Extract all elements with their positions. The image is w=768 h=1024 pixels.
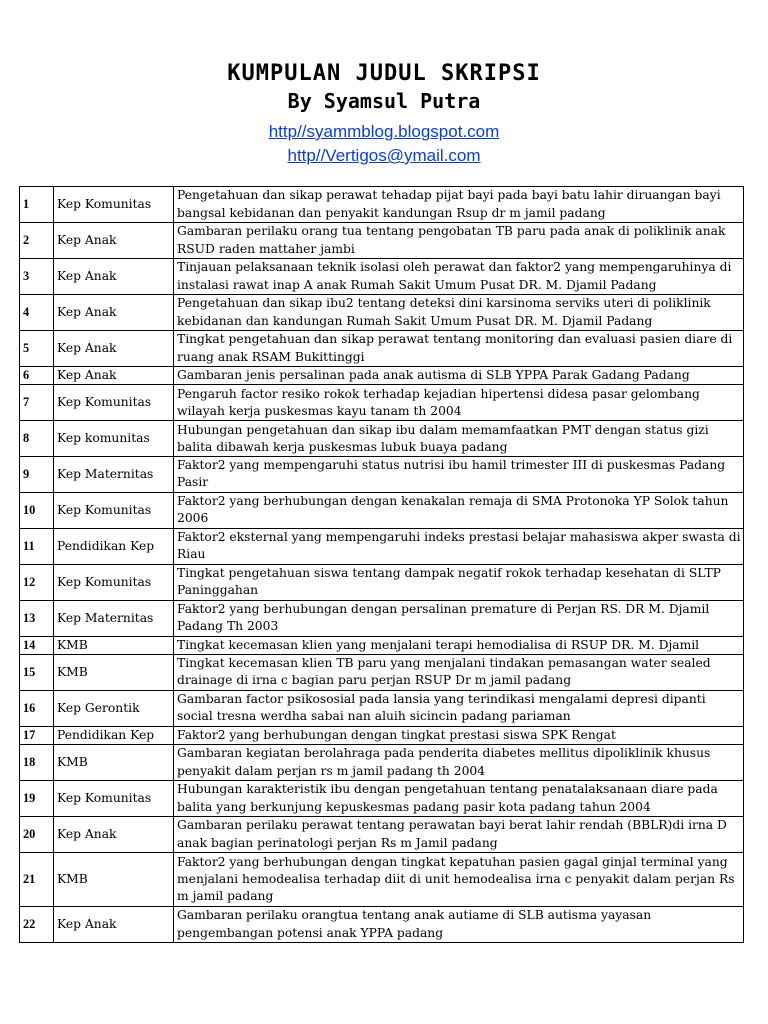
row-category: Kep Komunitas: [54, 385, 174, 421]
row-category: Kep Komunitas: [54, 564, 174, 600]
row-category: Kep komunitas: [54, 421, 174, 457]
row-number: 6: [20, 367, 54, 385]
table-row: [20, 421, 744, 457]
row-category: Kep Gerontik: [54, 690, 174, 726]
row-number: 18: [20, 745, 54, 781]
row-thesis-title: Hubungan karakteristik ibu dengan pengetahuan tentang penatalaksanaan diare pada balita yang berkunjung kepuskesmas padang pasir kota padang tahun 2004: [174, 781, 744, 817]
row-number: 22: [20, 907, 54, 943]
row-category: Kep Komunitas: [54, 492, 174, 528]
row-number: 19: [20, 781, 54, 817]
row-category: Kep Anak: [54, 295, 174, 331]
row-number: 3: [20, 259, 54, 295]
table-row: [20, 223, 744, 259]
row-thesis-title: Gambaran perilaku perawat tentang perawatan bayi berat lahir rendah (BBLR)di irna D anak bagian perinatologi perjan Rs m Jamil padang: [174, 817, 744, 853]
row-number: 2: [20, 223, 54, 259]
table-row: [20, 492, 744, 528]
row-thesis-title: Pengetahuan dan sikap perawat tehadap pijat bayi pada bayi batu lahir diruangan bayi bangsal kebidanan dan penyakit kandungan Rsup dr m jamil padang: [174, 187, 744, 223]
author-line: By Syamsul Putra: [287, 89, 481, 113]
row-number: 5: [20, 331, 54, 367]
row-thesis-title: Tingkat pengetahuan siswa tentang dampak negatif rokok terhadap kesehatan di SLTP Paninggahan: [174, 564, 744, 600]
table-row: [20, 528, 744, 564]
row-category: KMB: [54, 636, 174, 654]
row-number: 20: [20, 817, 54, 853]
row-category: Kep Maternitas: [54, 457, 174, 492]
table-row: [20, 259, 744, 295]
row-number: 11: [20, 528, 54, 564]
row-thesis-title: Faktor2 yang berhubungan dengan tingkat kepatuhan pasien gagal ginjal terminal yang menjalani hemodealisa terhadap diit di unit hemodealisa irna c penyakit dalam perjan Rs m jamil padang: [174, 853, 744, 907]
row-number: 7: [20, 385, 54, 421]
table-row: [20, 745, 744, 781]
table-body: [20, 187, 744, 943]
row-category: Kep Komunitas: [54, 781, 174, 817]
table-row: [20, 331, 744, 367]
row-number: 12: [20, 564, 54, 600]
row-number: 4: [20, 295, 54, 331]
table-row: [20, 690, 744, 726]
row-number: 8: [20, 421, 54, 457]
row-thesis-title: Faktor2 yang berhubungan dengan persalinan premature di Perjan RS. DR M. Djamil Padang Th 2003: [174, 600, 744, 636]
table-row: [20, 385, 744, 421]
row-number: 10: [20, 492, 54, 528]
row-number: 13: [20, 600, 54, 636]
row-category: Kep Anak: [54, 367, 174, 385]
table-row: [20, 726, 744, 744]
table-row: [20, 636, 744, 654]
row-thesis-title: Gambaran jenis persalinan pada anak autisma di SLB YPPA Parak Gadang Padang: [174, 367, 744, 385]
row-number: 14: [20, 636, 54, 654]
row-number: 15: [20, 654, 54, 690]
row-category: KMB: [54, 745, 174, 781]
row-category: Kep Anak: [54, 259, 174, 295]
row-category: Kep Komunitas: [54, 187, 174, 223]
row-number: 16: [20, 690, 54, 726]
table-row: [20, 781, 744, 817]
row-category: Kep Anak: [54, 223, 174, 259]
row-thesis-title: Pengaruh factor resiko rokok terhadap kejadian hipertensi didesa pasar gelombang wilayah kerja puskesmas kayu tanam th 2004: [174, 385, 744, 421]
row-number: 9: [20, 457, 54, 492]
row-number: 21: [20, 853, 54, 907]
row-thesis-title: Tingkat kecemasan klien yang menjalani terapi hemodialisa di RSUP DR. M. Djamil: [174, 636, 744, 654]
row-thesis-title: Pengetahuan dan sikap ibu2 tentang deteksi dini karsinoma serviks uteri di poliklinik kebidanan dan kandungan Rumah Sakit Umum Pusat DR. M. Djamil Padang: [174, 295, 744, 331]
thesis-title-table: [19, 186, 744, 943]
row-thesis-title: Faktor2 yang berhubungan dengan tingkat prestasi siswa SPK Rengat: [174, 726, 744, 744]
row-thesis-title: Hubungan pengetahuan dan sikap ibu dalam memamfaatkan PMT dengan status gizi balita dibawah kerja puskesmas lubuk buaya padang: [174, 421, 744, 457]
row-thesis-title: Gambaran perilaku orangtua tentang anak autiame di SLB autisma yayasan pengembangan potensi anak YPPA padang: [174, 907, 744, 943]
row-thesis-title: Tingkat kecemasan klien TB paru yang menjalani tindakan pemasangan water sealed drainage di irna c bagian paru perjan RSUP Dr m jamil padang: [174, 654, 744, 690]
table-row: [20, 187, 744, 223]
row-category: Kep Anak: [54, 817, 174, 853]
table-row: [20, 853, 744, 907]
row-category: KMB: [54, 853, 174, 907]
row-category: Pendidikan Kep: [54, 528, 174, 564]
row-thesis-title: Gambaran kegiatan berolahraga pada penderita diabetes mellitus dipoliklinik khusus penyakit dalam perjan rs m jamil padang th 2004: [174, 745, 744, 781]
row-thesis-title: Faktor2 eksternal yang mempengaruhi indeks prestasi belajar mahasiswa akper swasta di Riau: [174, 528, 744, 564]
page-title: KUMPULAN JUDUL SKRIPSI: [227, 61, 541, 86]
row-number: 17: [20, 726, 54, 744]
table-row: [20, 817, 744, 853]
table-row: [20, 907, 744, 943]
row-category: KMB: [54, 654, 174, 690]
row-thesis-title: Tingkat pengetahuan dan sikap perawat tentang monitoring dan evaluasi pasien diare di ruang anak RSAM Bukittinggi: [174, 331, 744, 367]
row-category: Kep Maternitas: [54, 600, 174, 636]
row-thesis-title: Gambaran factor psikososial pada lansia yang terindikasi mengalami depresi dipanti social tresna werdha sabai nan aluih sicincin padang pariaman: [174, 690, 744, 726]
table-row: [20, 295, 744, 331]
row-thesis-title: Faktor2 yang berhubungan dengan kenakalan remaja di SMA Protonoka YP Solok tahun 2006: [174, 492, 744, 528]
blog-link[interactable]: http//syammblog.blogspot.com: [268, 122, 500, 141]
row-category: Pendidikan Kep: [54, 726, 174, 744]
table-row: [20, 457, 744, 492]
table-row: [20, 600, 744, 636]
document-header: [0, 60, 768, 168]
row-number: 1: [20, 187, 54, 223]
table-row: [20, 564, 744, 600]
table-row: [20, 367, 744, 385]
email-link[interactable]: http//Vertigos@ymail.com: [287, 146, 481, 165]
table-row: [20, 654, 744, 690]
row-category: Kep Anak: [54, 907, 174, 943]
row-thesis-title: Faktor2 yang mempengaruhi status nutrisi ibu hamil trimester III di puskesmas Padang Pasir: [174, 457, 744, 492]
row-category: Kep Anak: [54, 331, 174, 367]
row-thesis-title: Gambaran perilaku orang tua tentang pengobatan TB paru pada anak di poliklinik anak RSUD raden mattaher jambi: [174, 223, 744, 259]
row-thesis-title: Tinjauan pelaksanaan teknik isolasi oleh perawat dan faktor2 yang mempengaruhinya di instalasi rawat inap A anak Rumah Sakit Umum Pusat DR. M. Djamil Padang: [174, 259, 744, 295]
